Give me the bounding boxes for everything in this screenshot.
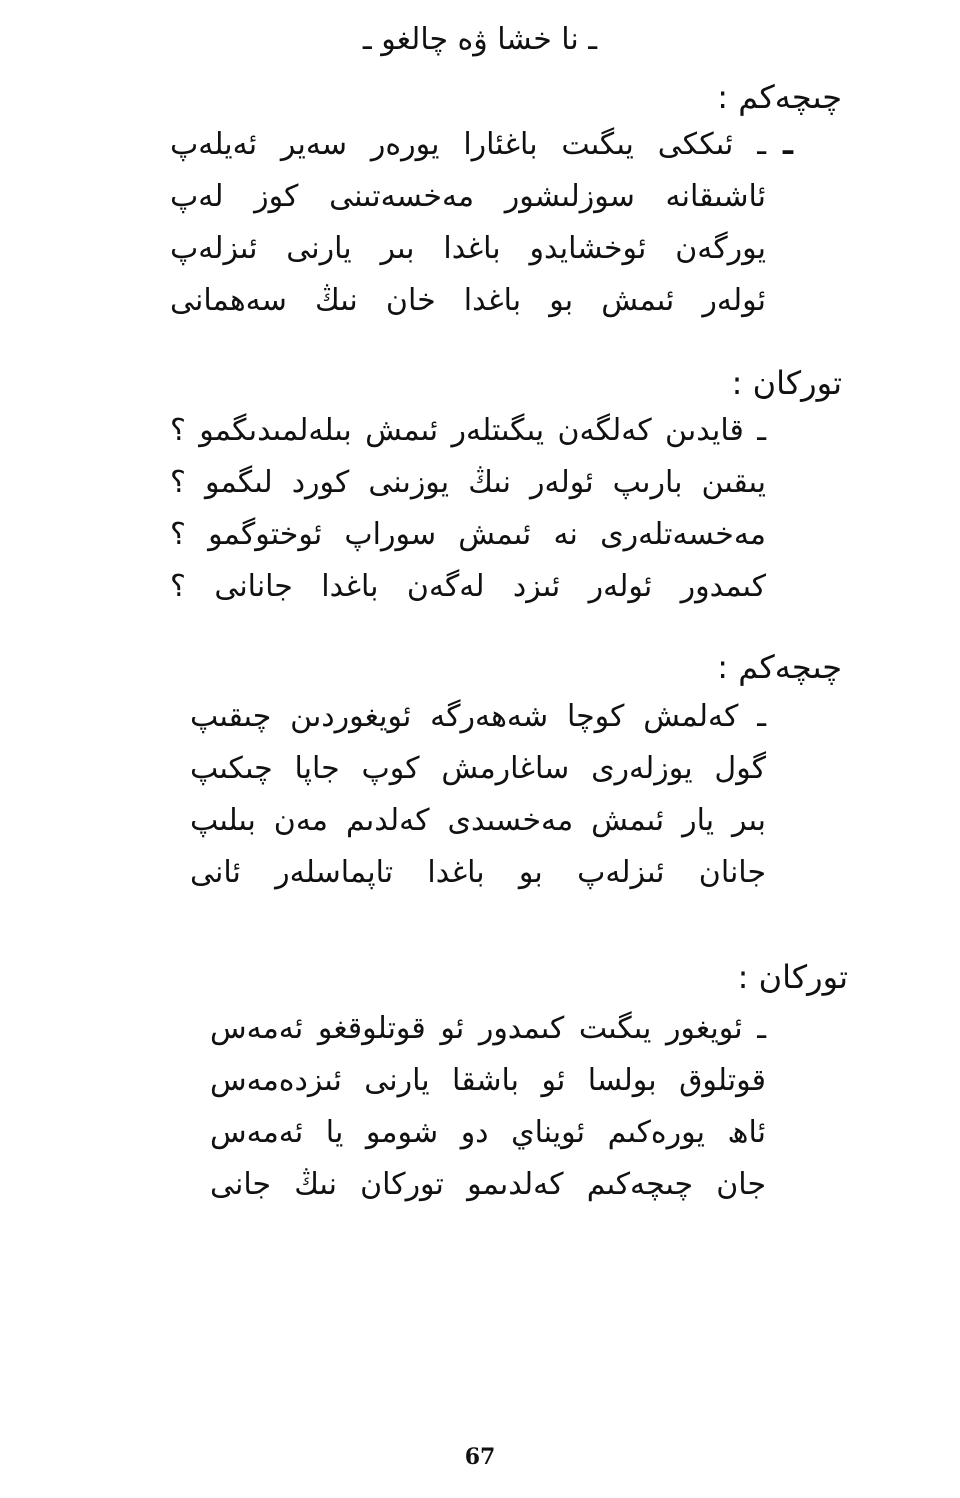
dash-marker: ـ (782, 126, 794, 162)
verse-line (190, 794, 810, 846)
stanza (210, 1002, 810, 1210)
verse-text: يورگەن ئوخشايدو باغدا بىر يارنى ئىزلەپ (170, 230, 766, 266)
verse-line (190, 846, 810, 898)
verse-line (210, 1002, 810, 1054)
verse-text: جان چىچەكىم كەلدىمو توركان نىڭ جانى (210, 1166, 766, 1202)
verse-line (190, 690, 810, 742)
speaker-label: توركان : (731, 364, 842, 402)
verse-line (210, 1054, 810, 1106)
verse-line (170, 170, 810, 222)
stanza (170, 404, 810, 612)
verse-line (170, 274, 810, 326)
verse-text: كىمدور ئولەر ئىزد لەگەن باغدا جانانى ؟ (170, 568, 766, 604)
verse-line (170, 222, 810, 274)
verse-text: ـ ئىككى يىگىت باغئارا يورەر سەير ئەيلەپ (170, 126, 766, 162)
stanza (170, 118, 810, 326)
speaker-label: توركان : (737, 958, 848, 996)
verse-text: قوتلوق بولسا ئو باشقا يارنى ئىزدەمەس (210, 1062, 766, 1098)
verse-line (190, 742, 810, 794)
verse-text: ـ ئويغور يىگىت كىمدور ئو قوتلوقغو ئەمەس (210, 1010, 766, 1046)
verse-text: ئاھ يورەكىم ئويناي دو شومو يا ئەمەس (210, 1114, 766, 1150)
page-title: ـ نا خشا ۋە چالغو ـ (362, 22, 598, 57)
verse-text: ـ قايدىن كەلگەن يىگىتلەر ئىمش بىلەلمىدىگمو ؟ (170, 412, 766, 448)
verse-line (170, 508, 810, 560)
verse-line (170, 404, 810, 456)
page-number: 67 (464, 1444, 496, 1470)
verse-text: يىقىن بارىپ ئولەر نىڭ يوزىنى كورد لىگمو ؟ (170, 464, 766, 500)
verse-text: مەخسەتلەرى نە ئىمش سوراپ ئوختوگمو ؟ (170, 516, 766, 552)
verse-line (210, 1106, 810, 1158)
verse-text: بىر يار ئىمش مەخسىدى كەلدىم مەن بىلىپ (190, 802, 766, 838)
verse-text: جانان ئىزلەپ بو باغدا تاپماسلەر ئانى (190, 854, 766, 890)
verse-line (170, 560, 810, 612)
speaker-label: چىچەكم : (717, 78, 842, 116)
verse-line (170, 118, 810, 170)
verse-text: ئاشىقانە سوزلىشور مەخسەتىنى كوز لەپ (170, 178, 766, 214)
verse-line (210, 1158, 810, 1210)
stanza (190, 690, 810, 898)
verse-text: گول يوزلەرى ساغارمش كوپ جاپا چىكىپ (190, 750, 766, 786)
verse-text: ئولەر ئىمش بو باغدا خان نىڭ سەھمانى (170, 282, 766, 318)
speaker-label: چىچەكم : (717, 648, 842, 686)
verse-text: ـ كەلمش كوچا شەھەرگە ئويغوردىن چىقىپ (190, 698, 766, 734)
verse-line (170, 456, 810, 508)
